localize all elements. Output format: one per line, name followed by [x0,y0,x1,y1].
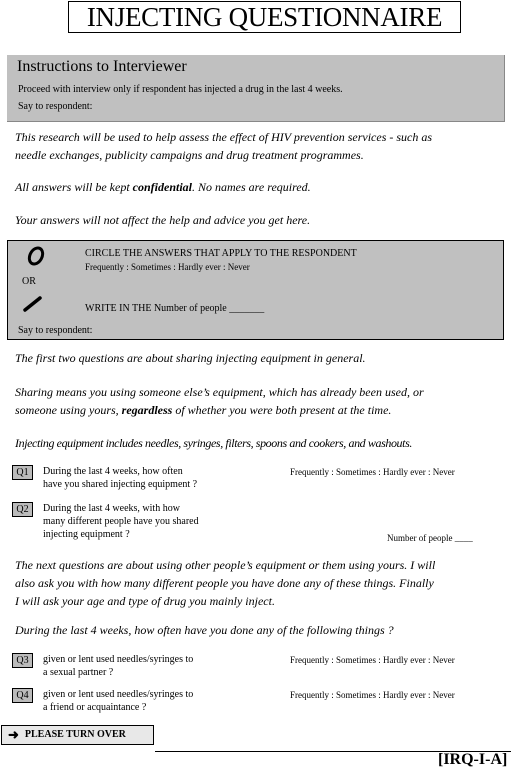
question-text [43,653,193,679]
intro-paragraph-2 [15,180,311,195]
regardless-emphasis: regardless [121,403,173,417]
confidential-emphasis: confidential [132,180,192,194]
section1-paragraph-2-line-2 [15,403,391,418]
question-label: Q3 [12,653,33,668]
question-text-line: injecting equipment ? [43,529,130,540]
or-label: OR [22,276,36,287]
section2-paragraph-1-line-3: I will ask your age and type of drug you mainly inject. [15,594,275,608]
frequency-answer-options[interactable]: Frequently : Sometimes : Hardly ever : Never [290,467,455,477]
section1-paragraph-2-line-1: Sharing means you using someone else’s equipment, which has already been used, or [15,385,424,399]
question-text-line: a sexual partner ? [43,667,114,678]
frequency-answer-options[interactable]: Frequently : Sometimes : Hardly ever : Never [290,690,455,700]
question-text-line: given or lent used needles/syringes to [43,689,194,700]
question-text-line: given or lent used needles/syringes to [43,654,194,665]
sharing-text-after: of whether you were both present at the time. [172,403,392,417]
circle-answers-instruction: CIRCLE THE ANSWERS THAT APPLY TO THE RESPONDENT [85,248,357,259]
section2-paragraph-1-line-2: also ask you with how many different people you have done any of these things. Finally [15,576,434,590]
instructions-heading: Instructions to Interviewer [17,58,187,75]
write-number-instruction: WRITE IN THE Number of people _______ [85,303,265,314]
question-text [43,465,197,491]
question-text-line: During the last 4 weeks, how often [43,466,183,477]
arrow-right-icon: ➜ [8,727,19,742]
intro-paragraph-3: Your answers will not affect the help and advice you get here. [15,213,311,227]
pencil-icon [22,295,44,313]
section2-paragraph-2: During the last 4 weeks, how often have you done any of the following things ? [15,623,394,637]
section2-paragraph-1-line-1: The next questions are about using other people’s equipment or them using yours. I will [15,558,436,572]
circle-icon [23,245,49,267]
form-code: [IRQ-I-A] [438,751,508,768]
page-title: INJECTING QUESTIONNAIRE [68,1,461,33]
question-text [43,688,193,714]
sharing-text-before: someone using yours, [15,403,122,417]
question-label: Q4 [12,688,33,703]
number-of-people-field[interactable]: Number of people ____ [387,533,473,543]
interviewer-instructions-box [7,55,505,122]
question-label: Q1 [12,465,33,480]
confidential-text-before: All answers will be kept [15,180,133,194]
section1-paragraph-1: The first two questions are about sharing injecting equipment in general. [15,351,366,365]
question-text-line: have you shared injecting equipment ? [43,479,198,490]
question-text-line: a friend or acquaintance ? [43,702,147,713]
frequency-answer-options[interactable]: Frequently : Sometimes : Hardly ever : Never [290,655,455,665]
answer-instructions-box [7,240,504,340]
please-turn-over-button[interactable] [1,725,154,745]
turn-over-label: PLEASE TURN OVER [24,729,126,740]
instructions-line-1: Proceed with interview only if respondent has injected a drug in the last 4 weeks. [18,84,343,95]
say-to-respondent-label: Say to respondent: [18,325,93,336]
question-text-line: many different people have you shared [43,516,199,527]
intro-paragraph-1-line-2: needle exchanges, publicity campaigns and drug treatment programmes. [15,148,364,162]
instructions-line-2: Say to respondent: [18,101,93,112]
section1-paragraph-3: Injecting equipment includes needles, syringes, filters, spoons and cookers, and washouts. [15,436,412,450]
question-text-line: During the last 4 weeks, with how [43,503,180,514]
question-label: Q2 [12,502,33,517]
question-text [43,502,199,541]
intro-paragraph-1-line-1: This research will be used to help assess the effect of HIV prevention services - such as [15,130,433,144]
confidential-text-after: . No names are required. [192,180,311,194]
frequency-options: Frequently : Sometimes : Hardly ever : Never [85,262,250,272]
